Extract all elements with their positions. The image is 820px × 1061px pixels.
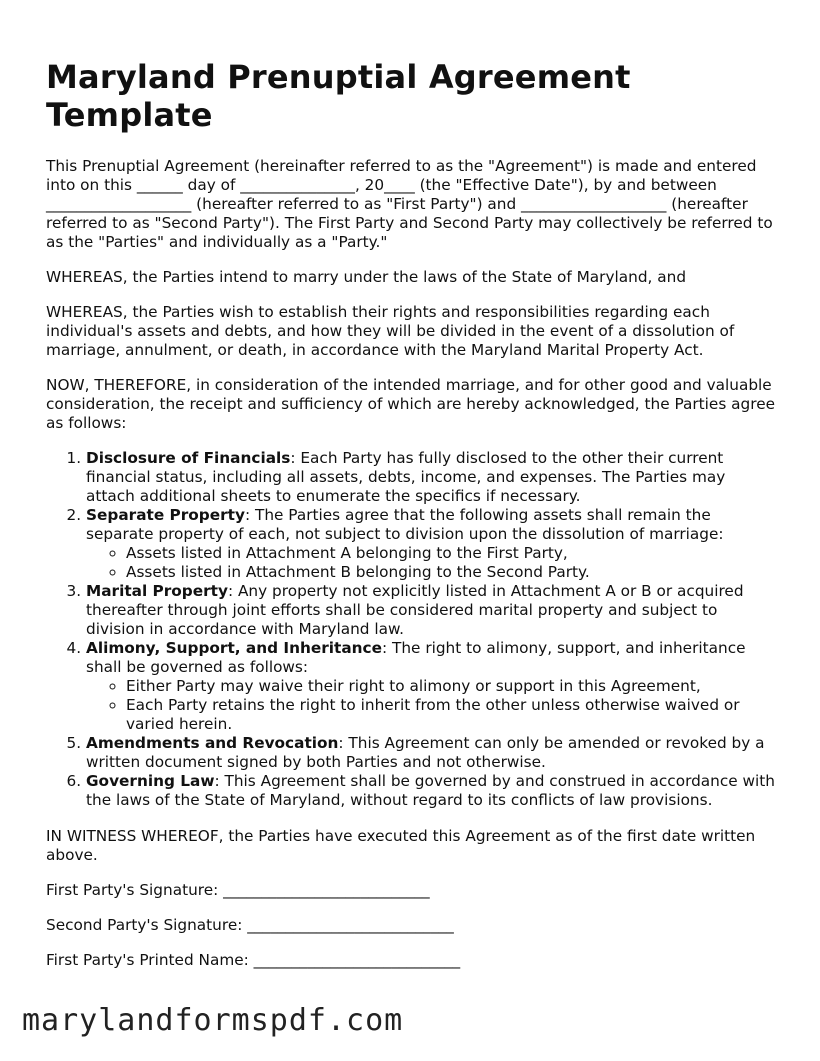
document-page — [46, 58, 776, 986]
sub-list — [86, 544, 776, 582]
second-party-signature-line: Second Party's Signature: ___________________________ — [46, 916, 454, 934]
clause-text: : Any property not explicitly listed in Attachment A or B or acquired thereafter through joint efforts shall be considered marital property and subject to division in accordance with Maryland law. — [86, 582, 744, 638]
sub-item: ◦ Assets listed in Attachment B belonging to the Second Party. — [126, 563, 776, 582]
clause-text: : Each Party has fully disclosed to the other their current financial status, including all assets, debts, income, and expenses. The Parties may attach additional sheets to enumerate the specifics if necessary. — [86, 449, 726, 505]
clause-list — [46, 449, 776, 810]
watermark: marylandformspdf.com — [22, 1003, 404, 1038]
witness-paragraph: IN WITNESS WHEREOF, the Parties have executed this Agreement as of the first date written above. — [46, 827, 756, 864]
clause-text: : This Agreement shall be governed by and construed in accordance with the laws of the State of Maryland, without regard to its conflicts of law provisions. — [86, 772, 776, 809]
clause-item — [86, 734, 776, 772]
clause-heading: Marital Property — [86, 582, 228, 600]
first-party-signature-line: First Party's Signature: ___________________________ — [46, 881, 430, 899]
document-title: Maryland Prenuptial Agreement Template — [46, 58, 631, 134]
clause-heading: Disclosure of Financials — [86, 449, 291, 467]
clause-item — [86, 772, 776, 810]
clause-heading: Amendments and Revocation — [86, 734, 339, 752]
clause-heading: Governing Law — [86, 772, 215, 790]
first-party-printed-name-line: First Party's Printed Name: ___________________________ — [46, 951, 461, 969]
clause-heading: Separate Property — [86, 506, 245, 524]
clause-text: : The right to alimony, support, and inheritance shall be governed as follows: — [86, 639, 746, 676]
sub-item: ◦ Either Party may waive their right to alimony or support in this Agreement, — [126, 677, 776, 696]
whereas-rights: WHEREAS, the Parties wish to establish their rights and responsibilities regarding each individual's assets and debts, and how they will be divided in the event of a dissolution of marriage, annulment, or death, in accordance with the Maryland Marital Property Act. — [46, 303, 735, 359]
clause-item — [86, 582, 776, 639]
clause-item — [86, 639, 776, 734]
clause-item — [86, 506, 776, 582]
sub-item: ◦ Each Party retains the right to inherit from the other unless otherwise waived or varied herein. — [126, 696, 776, 734]
intro-paragraph: This Prenuptial Agreement (hereinafter referred to as the "Agreement") is made and entered into on this ______ day of _______________, 20____ (the "Effective Date"), by and between ___________________ (hereafter referred to as "First Party") and ___________________ (hereafter referred to as "Second Party"). The First Party and Second Party may collectively be referred to as the "Parties" and individually as a "Party." — [46, 157, 773, 251]
clause-item — [86, 449, 776, 506]
whereas-marriage: WHEREAS, the Parties intend to marry under the laws of the State of Maryland, and — [46, 268, 687, 286]
sub-list — [86, 677, 776, 734]
clause-heading: Alimony, Support, and Inheritance — [86, 639, 382, 657]
clause-text: : The Parties agree that the following assets shall remain the separate property of each, not subject to division upon the dissolution of marriage: — [86, 506, 724, 543]
clause-text: : This Agreement can only be amended or revoked by a written document signed by both Parties and not otherwise. — [86, 734, 765, 771]
sub-item: ◦ Assets listed in Attachment A belonging to the First Party, — [126, 544, 776, 563]
now-therefore-paragraph: NOW, THEREFORE, in consideration of the intended marriage, and for other good and valuable consideration, the receipt and sufficiency of which are hereby acknowledged, the Parties agree as follows: — [46, 376, 776, 432]
